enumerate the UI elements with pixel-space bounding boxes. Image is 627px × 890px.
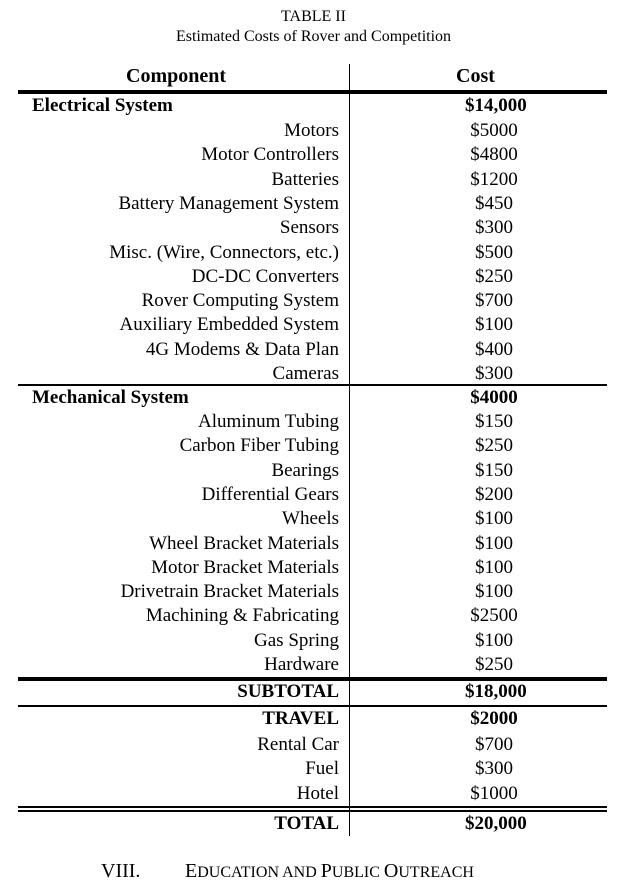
component-label: 4G Modems & Data Plan xyxy=(145,338,339,360)
item-row xyxy=(18,119,607,143)
item-row xyxy=(18,338,607,362)
item-row xyxy=(18,507,607,531)
component-label: Bearings xyxy=(271,459,339,481)
component-label: Wheel Bracket Materials xyxy=(149,532,339,554)
component-label: Machining & Fabricating xyxy=(145,605,339,627)
cost-value: $100 xyxy=(475,581,513,603)
cost-value: $4800 xyxy=(470,144,518,166)
section-heading-text: EDUCATION AND PUBLIC OUTREACH xyxy=(185,860,474,882)
component-label: Auxiliary Embedded System xyxy=(119,314,339,336)
component-label: Motor Bracket Materials xyxy=(151,556,339,578)
cost-value: $1200 xyxy=(470,168,518,190)
component-label: DC-DC Converters xyxy=(191,265,339,287)
section-number: VIII. xyxy=(101,860,141,882)
item-row xyxy=(18,653,607,677)
cost-value: $250 xyxy=(475,654,513,675)
cost-value: $4000 xyxy=(470,387,518,408)
cost-value: $20,000 xyxy=(465,813,527,834)
item-row xyxy=(18,757,607,781)
item-row xyxy=(18,556,607,580)
component-label: Sensors xyxy=(279,217,339,239)
item-row xyxy=(18,265,607,289)
cost-value: $500 xyxy=(475,241,513,263)
item-row xyxy=(18,782,607,806)
item-row xyxy=(18,733,607,757)
component-label: Aluminum Tubing xyxy=(198,411,339,432)
section-row-mechanical xyxy=(18,386,607,410)
component-label: Hotel xyxy=(296,782,339,804)
cost-value: $100 xyxy=(475,532,513,554)
component-label: Batteries xyxy=(271,168,339,190)
component-label: Differential Gears xyxy=(201,483,339,505)
component-label: Carbon Fiber Tubing xyxy=(179,435,339,457)
cost-value: $100 xyxy=(475,314,513,336)
item-row xyxy=(18,313,607,337)
column-header-component: Component xyxy=(126,65,227,87)
cost-value: $100 xyxy=(475,508,513,530)
total-rule-top xyxy=(18,806,607,808)
subtotal-row xyxy=(18,680,607,704)
component-label: TRAVEL xyxy=(262,708,339,729)
component-label: Electrical System xyxy=(32,95,173,116)
item-row xyxy=(18,483,607,507)
component-label: Battery Management System xyxy=(118,192,339,214)
cost-value: $2500 xyxy=(470,605,518,627)
total-row xyxy=(18,812,607,836)
cost-value: $1000 xyxy=(470,782,518,804)
item-row xyxy=(18,362,607,386)
item-row xyxy=(18,241,607,265)
cost-value: $14,000 xyxy=(465,95,527,116)
item-row xyxy=(18,192,607,216)
component-label: Misc. (Wire, Connectors, etc.) xyxy=(109,241,339,263)
component-label: Gas Spring xyxy=(254,629,339,651)
cost-value: $300 xyxy=(475,758,513,780)
table-caption-label: TABLE II xyxy=(281,8,346,25)
item-row xyxy=(18,143,607,167)
component-label: Motor Controllers xyxy=(201,144,339,166)
cost-value: $300 xyxy=(475,217,513,239)
item-row xyxy=(18,459,607,483)
cost-value: $700 xyxy=(475,290,513,312)
cost-value: $100 xyxy=(475,556,513,578)
component-label: Wheels xyxy=(282,508,339,530)
cost-value: $150 xyxy=(475,459,513,481)
component-label: Motors xyxy=(284,120,339,141)
component-label: Mechanical System xyxy=(32,387,189,408)
cost-value: $18,000 xyxy=(465,681,527,702)
item-row xyxy=(18,532,607,556)
item-row xyxy=(18,410,607,434)
item-row xyxy=(18,629,607,653)
table-caption-title: Estimated Costs of Rover and Competition xyxy=(175,28,452,45)
component-label: Rover Computing System xyxy=(141,290,339,312)
component-label: SUBTOTAL xyxy=(237,681,339,702)
component-label: TOTAL xyxy=(274,813,339,834)
cost-value: $200 xyxy=(475,483,513,505)
cost-value: $700 xyxy=(475,734,513,755)
item-row xyxy=(18,434,607,458)
item-row xyxy=(18,168,607,192)
component-label: Rental Car xyxy=(257,734,339,755)
component-label: Fuel xyxy=(305,758,339,780)
cost-value: $5000 xyxy=(470,120,518,141)
component-label: Cameras xyxy=(272,363,339,384)
item-row xyxy=(18,289,607,313)
cost-value: $2000 xyxy=(470,708,518,729)
cost-value: $150 xyxy=(475,411,513,432)
item-row xyxy=(18,216,607,240)
cost-value: $250 xyxy=(475,435,513,457)
section-heading xyxy=(101,858,474,886)
cost-value: $100 xyxy=(475,629,513,651)
travel-row xyxy=(18,707,607,731)
component-label: Hardware xyxy=(264,654,339,675)
column-header-cost: Cost xyxy=(456,65,495,87)
cost-value: $300 xyxy=(475,363,513,384)
cost-value: $400 xyxy=(475,338,513,360)
cost-value: $450 xyxy=(475,192,513,214)
cost-value: $250 xyxy=(475,265,513,287)
item-row xyxy=(18,604,607,628)
item-row xyxy=(18,580,607,604)
section-row-electrical xyxy=(18,94,607,118)
component-label: Drivetrain Bracket Materials xyxy=(120,581,339,603)
